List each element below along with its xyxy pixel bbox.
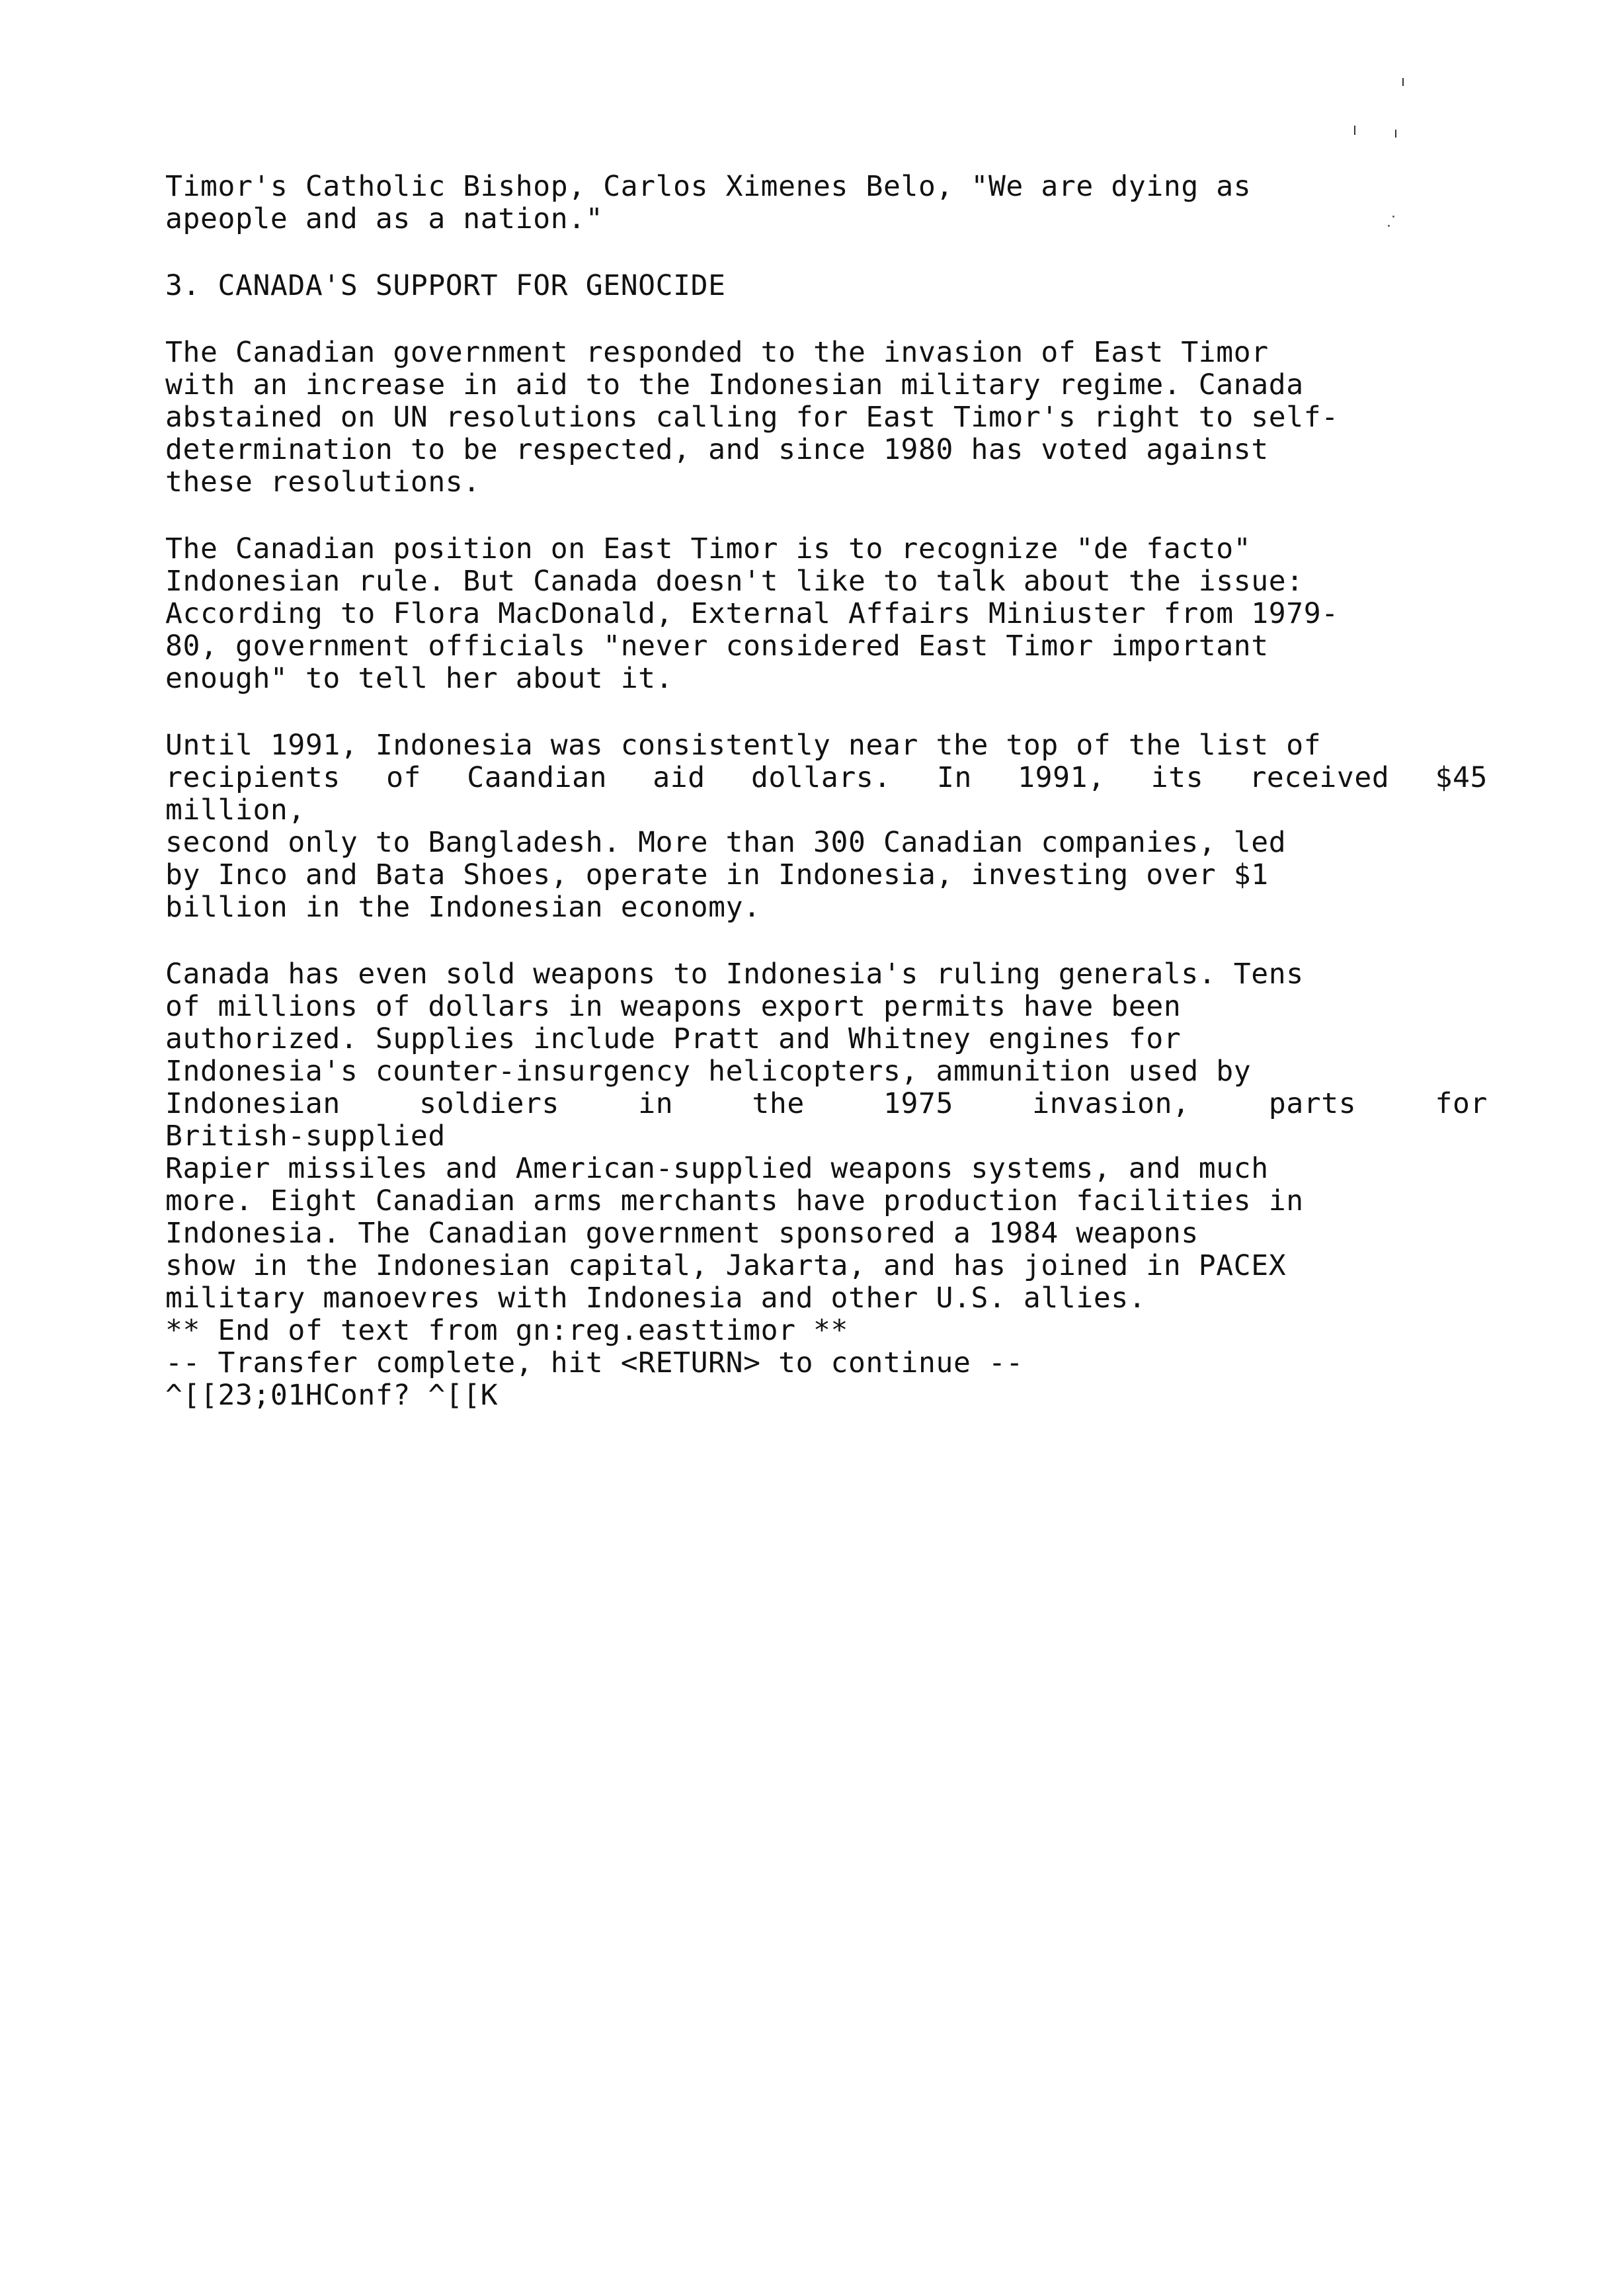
- word: 1991,: [1018, 761, 1106, 794]
- paragraph-aid: [165, 729, 1488, 924]
- word: its: [1150, 761, 1204, 794]
- word: Caandian: [467, 761, 608, 794]
- text-line: 80, government officials "never considered East Timor important: [165, 630, 1269, 663]
- word: dollars.: [750, 761, 891, 794]
- word: recipients: [165, 761, 341, 794]
- text-line: of millions of dollars in weapons export permits have been: [165, 990, 1182, 1023]
- word: Indonesian: [165, 1087, 341, 1120]
- text-line: abstained on UN resolutions calling for East Timor's right to self-: [165, 401, 1339, 434]
- margin-mark: [1395, 130, 1396, 138]
- text-line: According to Flora MacDonald, External Affairs Miniuster from 1979-: [165, 597, 1339, 630]
- text-line: apeople and as a nation.": [165, 202, 604, 235]
- text-line: authorized. Supplies include Pratt and Whitney engines for: [165, 1022, 1182, 1055]
- word: parts: [1268, 1087, 1357, 1120]
- text-line: Indonesia's counter-insurgency helicopters, ammunition used by: [165, 1055, 1252, 1088]
- text-line: Rapier missiles and American-supplied weapons systems, and much: [165, 1152, 1269, 1185]
- word: In: [937, 761, 972, 794]
- word: received: [1249, 761, 1390, 794]
- text-line: Until 1991, Indonesia was consistently near the top of the list of: [165, 729, 1322, 762]
- paragraph-weapons: [165, 958, 1488, 1315]
- text-line: billion in the Indonesian economy.: [165, 891, 761, 924]
- text-line: military manoevres with Indonesia and other U.S. allies.: [165, 1282, 1146, 1315]
- text-line: The Canadian government responded to the invasion of East Timor: [165, 336, 1269, 369]
- margin-mark: [1354, 126, 1355, 135]
- section-heading: 3. CANADA'S SUPPORT FOR GENOCIDE: [165, 269, 726, 302]
- text-line: show in the Indonesian capital, Jakarta, and has joined in PACEX: [165, 1249, 1287, 1282]
- end-of-text-marker: ** End of text from gn:reg.easttimor **: [165, 1314, 849, 1347]
- paragraph-bishop-quote: [165, 171, 1488, 235]
- document-body: [165, 171, 1488, 1412]
- text-line: Indonesian rule. But Canada doesn't like to talk about the issue:: [165, 565, 1304, 598]
- text-line: more. Eight Canadian arms merchants have production facilities in: [165, 1184, 1304, 1217]
- terminal-output: [165, 1315, 1488, 1412]
- text-line: enough" to tell her about it.: [165, 662, 674, 695]
- paragraph-canadian-position: [165, 533, 1488, 695]
- text-line: by Inco and Bata Shoes, operate in Indonesia, investing over $1: [165, 858, 1269, 891]
- word: aid: [653, 761, 705, 794]
- text-line: with an increase in aid to the Indonesian military regime. Canada: [165, 368, 1304, 401]
- margin-mark: [1402, 78, 1404, 86]
- text-line: The Canadian position on East Timor is to recognize "de facto": [165, 532, 1252, 565]
- paragraph-government-response: [165, 337, 1488, 499]
- word: for: [1435, 1087, 1488, 1120]
- justified-text-line: [165, 762, 1488, 794]
- terminal-prompt: ^[[23;01HConf? ^[[K: [165, 1379, 499, 1412]
- text-line: Timor's Catholic Bishop, Carlos Ximenes Belo, "We are dying as: [165, 170, 1252, 203]
- text-line: million,: [165, 794, 305, 827]
- text-line: Canada has even sold weapons to Indonesia's ruling generals. Tens: [165, 958, 1304, 991]
- word: 1975: [883, 1087, 954, 1120]
- text-line: British-supplied: [165, 1120, 446, 1153]
- text-line: determination to be respected, and since 1980 has voted against: [165, 433, 1269, 466]
- justified-text-line: [165, 1088, 1488, 1120]
- text-line: Indonesia. The Canadian government sponsored a 1984 weapons: [165, 1217, 1199, 1250]
- word: $45: [1435, 761, 1488, 794]
- transfer-complete-message: -- Transfer complete, hit <RETURN> to continue --: [165, 1346, 1024, 1379]
- word: in: [638, 1087, 674, 1120]
- word: the: [752, 1087, 805, 1120]
- word: invasion,: [1032, 1087, 1190, 1120]
- text-line: second only to Bangladesh. More than 300 Canadian companies, led: [165, 826, 1287, 859]
- word: of: [386, 761, 422, 794]
- text-line: these resolutions.: [165, 466, 481, 499]
- word: soldiers: [419, 1087, 559, 1120]
